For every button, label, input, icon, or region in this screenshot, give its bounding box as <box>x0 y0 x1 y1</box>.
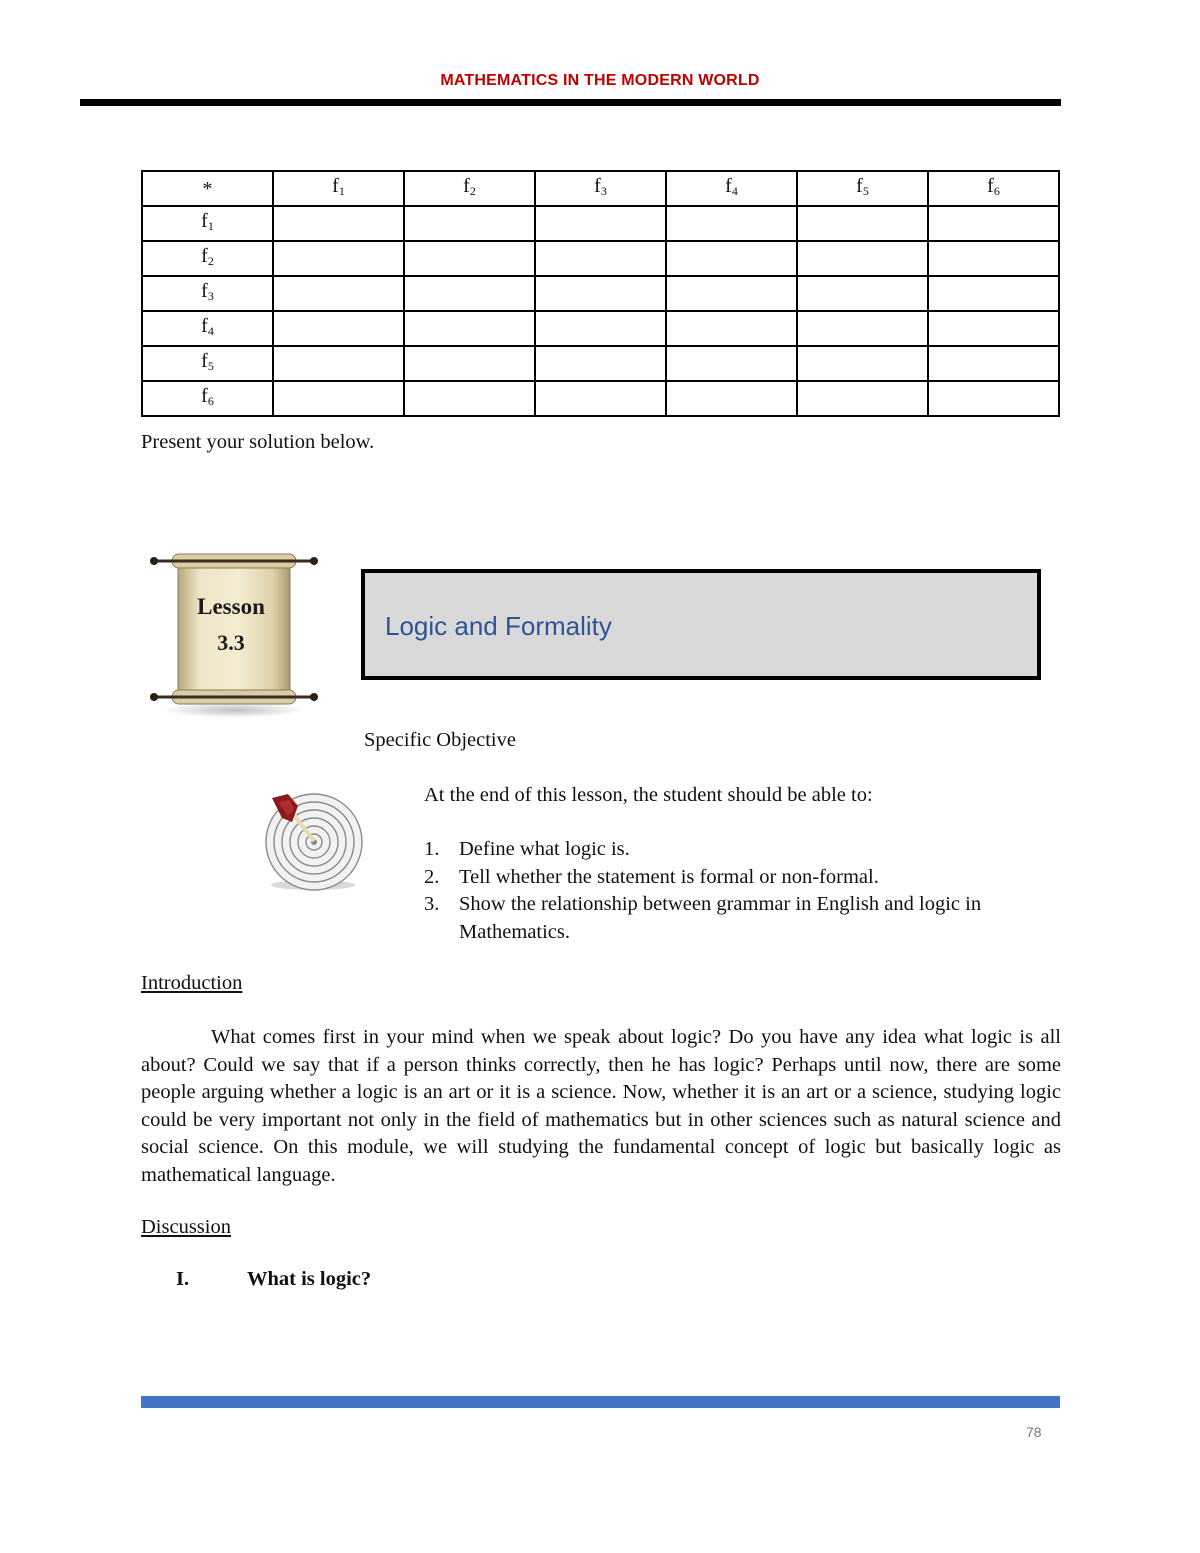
table-cell[interactable] <box>404 206 535 241</box>
lesson-title-box <box>361 569 1041 680</box>
row-header-cell <box>142 276 273 311</box>
introduction-text: What comes first in your mind when we speak about logic? Do you have any idea what logic is all about? Could we say that if a person thinks correctly, then he has logic? Perhaps until now, there are some people arguing whether a logic is an art or it is a science. Now, whether it is an art or a science, studying logic could be very important not only in the field of mathematics but in other sciences such as natural science and social science. On this module, we will studying the fundamental concept of logic but basically logic as mathematical language. <box>141 1026 1061 1186</box>
column-header-cell <box>928 171 1059 206</box>
cell-symbol: f <box>463 175 470 197</box>
lesson-scroll-badge <box>150 550 318 720</box>
cell-symbol: f <box>594 175 601 197</box>
table-cell[interactable] <box>535 241 666 276</box>
cell-subscript: 2 <box>207 254 214 268</box>
objective-item-text: Tell whether the statement is formal or non-formal. <box>459 865 879 888</box>
table-cell[interactable] <box>404 241 535 276</box>
table-cell[interactable] <box>666 206 797 241</box>
table-cell[interactable] <box>797 276 928 311</box>
row-header-cell <box>142 346 273 381</box>
table-cell[interactable] <box>666 346 797 381</box>
cell-symbol: f <box>201 350 208 372</box>
table-cell[interactable] <box>666 241 797 276</box>
table-cell[interactable] <box>928 381 1059 416</box>
lesson-title: Logic and Formality <box>385 611 612 641</box>
table-row <box>142 241 1059 276</box>
header-title: MATHEMATICS IN THE MODERN WORLD <box>440 72 760 89</box>
table-cell[interactable] <box>535 346 666 381</box>
table-cell[interactable] <box>404 346 535 381</box>
table-cell[interactable] <box>797 381 928 416</box>
table-cell[interactable] <box>273 381 404 416</box>
table-cell[interactable] <box>928 346 1059 381</box>
cell-symbol: f <box>201 315 208 337</box>
header-rule <box>80 99 1061 106</box>
section-title: What is logic? <box>247 1268 372 1290</box>
cell-symbol: f <box>332 175 339 197</box>
table-row <box>142 346 1059 381</box>
table-cell[interactable] <box>666 381 797 416</box>
table-cell[interactable] <box>797 346 928 381</box>
section-number: I. <box>176 1268 190 1290</box>
column-header-cell <box>404 171 535 206</box>
solution-prompt: Present your solution below. <box>141 431 375 453</box>
target-icon <box>258 792 368 892</box>
objective-item-text: Define what logic is. <box>459 838 630 860</box>
table-cell[interactable] <box>928 241 1059 276</box>
cell-subscript: 1 <box>207 219 214 233</box>
table-cell[interactable] <box>928 206 1059 241</box>
table-header-row <box>142 171 1059 206</box>
introduction-heading: Introduction <box>141 972 243 994</box>
objective-item <box>424 891 1064 946</box>
cell-symbol: f <box>725 175 732 197</box>
table-row <box>142 276 1059 311</box>
table-cell[interactable] <box>797 311 928 346</box>
table-cell[interactable] <box>273 276 404 311</box>
objective-item <box>424 864 1064 892</box>
cell-subscript: 3 <box>207 289 214 303</box>
cell-symbol: f <box>201 280 208 302</box>
objective-list <box>424 836 1064 946</box>
cell-symbol: f <box>201 210 208 232</box>
table-cell[interactable] <box>404 276 535 311</box>
cell-subscript: 5 <box>207 359 214 373</box>
cell-subscript: 4 <box>207 324 214 338</box>
cell-symbol: f <box>856 175 863 197</box>
table-cell[interactable] <box>928 276 1059 311</box>
table-cell[interactable] <box>535 206 666 241</box>
table-row <box>142 206 1059 241</box>
column-header-cell <box>273 171 404 206</box>
cell-subscript: 6 <box>207 394 214 408</box>
table-cell[interactable] <box>797 241 928 276</box>
table-cell[interactable] <box>666 276 797 311</box>
objective-lead: At the end of this lesson, the student should be able to: <box>424 784 873 806</box>
column-header-cell <box>535 171 666 206</box>
lesson-badge-word: Lesson <box>197 594 265 619</box>
cell-subscript: 2 <box>469 184 476 198</box>
table-row <box>142 381 1059 416</box>
table-cell[interactable] <box>273 241 404 276</box>
page-number: 78 <box>1026 1424 1042 1440</box>
cell-subscript: 3 <box>600 184 607 198</box>
cell-symbol: f <box>987 175 994 197</box>
objective-heading: Specific Objective <box>364 729 516 751</box>
objective-item-number: 2. <box>424 865 440 888</box>
column-header-cell <box>666 171 797 206</box>
table-cell[interactable] <box>535 276 666 311</box>
objective-item-text: Show the relationship between grammar in English and logic in Mathematics. <box>459 893 982 943</box>
table-cell[interactable] <box>273 311 404 346</box>
table-cell[interactable] <box>273 206 404 241</box>
table-cell[interactable] <box>273 346 404 381</box>
cell-symbol: f <box>201 385 208 407</box>
table-cell[interactable] <box>928 311 1059 346</box>
row-header-cell <box>142 206 273 241</box>
footer-rule <box>141 1396 1060 1408</box>
introduction-body <box>141 1024 1061 1190</box>
objective-item-number: 1. <box>424 838 440 860</box>
cell-subscript: 1 <box>338 184 345 198</box>
objective-item <box>424 836 1064 864</box>
cell-symbol: f <box>201 245 208 267</box>
table-corner-cell: * <box>142 171 273 206</box>
discussion-heading: Discussion <box>141 1216 231 1238</box>
cell-subscript: 6 <box>993 184 1000 198</box>
table-cell[interactable] <box>666 311 797 346</box>
row-header-cell <box>142 381 273 416</box>
table-cell[interactable] <box>535 381 666 416</box>
table-row <box>142 311 1059 346</box>
table-cell[interactable] <box>404 311 535 346</box>
table-cell[interactable] <box>797 206 928 241</box>
lesson-badge-number: 3.3 <box>217 630 245 655</box>
table-cell[interactable] <box>535 311 666 346</box>
table-cell[interactable] <box>404 381 535 416</box>
objective-item-number: 3. <box>424 893 440 915</box>
cell-subscript: 5 <box>862 184 869 198</box>
row-header-cell <box>142 311 273 346</box>
operation-table <box>141 170 1060 417</box>
column-header-cell <box>797 171 928 206</box>
row-header-cell <box>142 241 273 276</box>
cell-subscript: 4 <box>731 184 738 198</box>
